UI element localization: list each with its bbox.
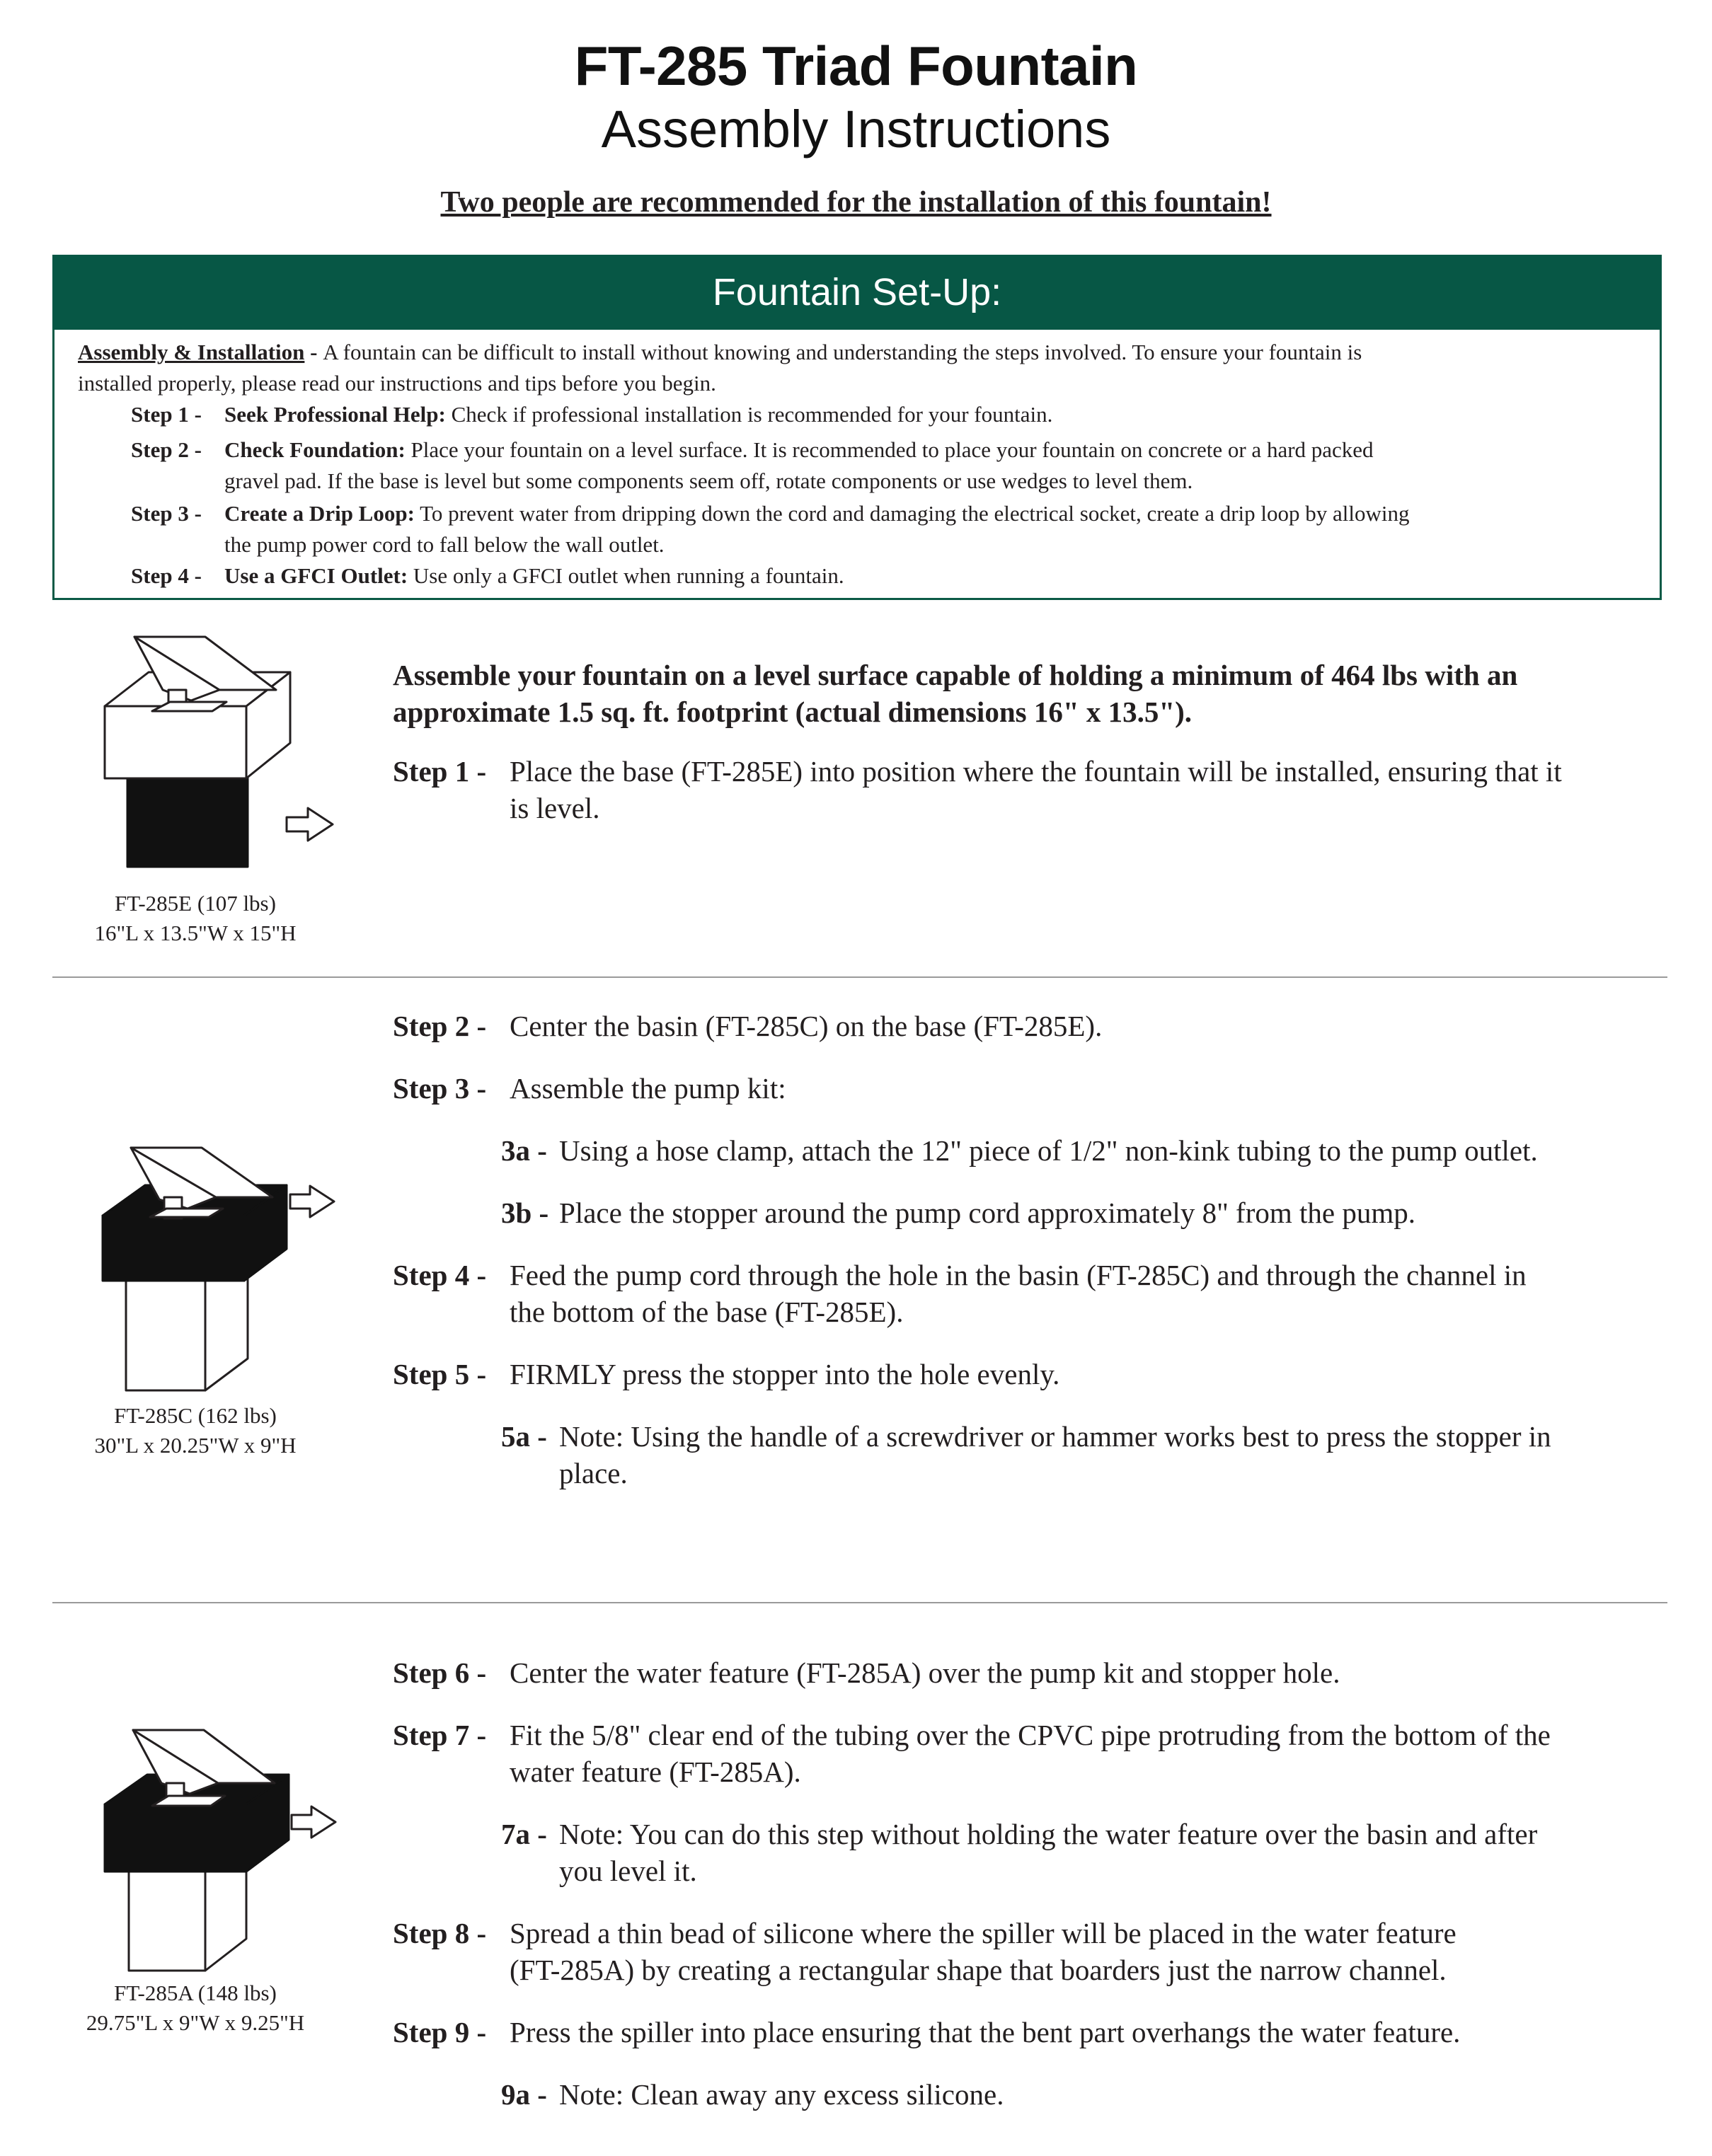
surface-requirement-line1: Assemble your fountain on a level surface capable of holding a minimum of 464 lbs with an: [393, 659, 1518, 691]
step-item: [393, 1915, 1667, 1986]
setup-tip-line1: Use only a GFCI outlet when running a fountain.: [408, 563, 844, 588]
installation-notice: Two people are recommended for the installation of this fountain!: [440, 186, 1272, 219]
substep-item: [501, 1418, 1669, 1489]
step-text-line1: Spread a thin bead of silicone where the spiller will be placed in the water feature: [510, 1917, 1457, 1949]
step-text-line1: Place the base (FT-285E) into position where the fountain will be installed, ensuring that it: [510, 755, 1562, 788]
setup-tip: [131, 560, 202, 592]
substep-label: 3b -: [501, 1197, 549, 1229]
step-text-line2: the bottom of the base (FT-285E).: [510, 1296, 904, 1328]
step-label: Step 2 -: [393, 1010, 487, 1042]
step-item: [393, 1356, 1667, 1393]
setup-tip-number: Step 1 -: [131, 402, 202, 427]
base-caption-weight: FT-285E (107 lbs): [115, 891, 276, 916]
basin-caption-dimensions: 30"L x 20.25"W x 9"H: [94, 1433, 297, 1458]
step-label: Step 7 -: [393, 1719, 487, 1751]
setup-tip-title: Seek Professional Help:: [224, 402, 446, 427]
setup-tip-text: [224, 399, 1654, 430]
setup-intro-dash: -: [304, 340, 323, 364]
setup-tip-text: [224, 560, 1654, 592]
step-text-line2: water feature (FT-285A).: [510, 1756, 801, 1788]
step-text-line1: Center the water feature (FT-285A) over the pump kit and stopper hole.: [510, 1656, 1340, 1689]
step-label: Step 6 -: [393, 1656, 487, 1689]
step-item: [393, 2014, 1667, 2051]
setup-tip-line1: To prevent water from dripping down the cord and damaging the electrical socket, create a drip loop by allowing: [414, 501, 1410, 526]
setup-tip-number: Step 4 -: [131, 563, 202, 588]
step-label: Step 8 -: [393, 1917, 487, 1949]
surface-requirement-line2: approximate 1.5 sq. ft. footprint (actual dimensions 16" x 13.5").: [393, 696, 1193, 728]
step-label: Step 5 -: [393, 1358, 487, 1390]
substep-item: [501, 1194, 1669, 1231]
basin-caption: [54, 1401, 337, 1460]
water-feature-illustration: [85, 1712, 347, 1974]
substep-label: 7a -: [501, 1818, 547, 1850]
setup-intro-label: Assembly & Installation: [78, 340, 305, 364]
step-item: [393, 753, 1667, 824]
setup-tip-line2: the pump power cord to fall below the wall outlet.: [224, 532, 665, 557]
step-item: [393, 1717, 1667, 1788]
step-text-line1: FIRMLY press the stopper into the hole evenly.: [510, 1358, 1060, 1390]
step-item: [393, 1654, 1667, 1691]
substep-text-line1: Place the stopper around the pump cord approximately 8" from the pump.: [559, 1197, 1415, 1229]
substep-label: 5a -: [501, 1420, 547, 1453]
base-caption: [54, 889, 337, 948]
step-text-line1: Center the basin (FT-285C) on the base (FT-285E).: [510, 1010, 1103, 1042]
step-text-line2: is level.: [510, 792, 600, 824]
substep-text-line1: Using a hose clamp, attach the 12" piece of 1/2" non-kink tubing to the pump outlet.: [559, 1134, 1538, 1167]
step-text-line1: Feed the pump cord through the hole in the basin (FT-285C) and through the channel in: [510, 1259, 1527, 1291]
basin-illustration: [85, 1132, 347, 1394]
setup-intro-line1: A fountain can be difficult to install without knowing and understanding the steps involved. To ensure your fountain is: [323, 340, 1362, 364]
setup-tip-title: Use a GFCI Outlet:: [224, 563, 408, 588]
step-label: Step 9 -: [393, 2016, 487, 2048]
setup-intro: [78, 337, 1649, 399]
step-text-line1: Fit the 5/8" clear end of the tubing over the CPVC pipe protruding from the bottom of the: [510, 1719, 1551, 1751]
step-label: Step 3 -: [393, 1072, 487, 1105]
step-item: [393, 1257, 1667, 1328]
setup-tip-title: Create a Drip Loop:: [224, 501, 415, 526]
base-illustration: [85, 623, 347, 877]
water-feature-caption: [54, 1978, 337, 2038]
section-divider: [52, 976, 1667, 978]
step-text-line1: Press the spiller into place ensuring that the bent part overhangs the water feature.: [510, 2016, 1461, 2048]
substep-text-line2: place.: [559, 1457, 628, 1489]
surface-requirement: [393, 657, 1667, 730]
setup-tip-number: Step 2 -: [131, 437, 202, 462]
water-feature-caption-dimensions: 29.75"L x 9"W x 9.25"H: [86, 2010, 305, 2035]
setup-tip: [131, 434, 202, 466]
substep-text-line1: Note: You can do this step without holding the water feature over the basin and after: [559, 1818, 1538, 1850]
step-text-line1: Assemble the pump kit:: [510, 1072, 786, 1105]
section-divider: [52, 1602, 1667, 1603]
setup-tip: [131, 399, 202, 430]
setup-tip-line1: Check if professional installation is recommended for your fountain.: [445, 402, 1053, 427]
setup-tip-text: [224, 498, 1654, 560]
substep-label: 9a -: [501, 2078, 547, 2111]
base-caption-dimensions: 16"L x 13.5"W x 15"H: [94, 921, 297, 945]
setup-tip-text: [224, 434, 1654, 497]
step-item: [393, 1008, 1667, 1044]
setup-tip-line1: Place your fountain on a level surface. It is recommended to place your fountain on concrete or a hard packed: [405, 437, 1374, 462]
substep-text-line1: Note: Using the handle of a screwdriver or hammer works best to press the stopper in: [559, 1420, 1551, 1453]
step-label: Step 4 -: [393, 1259, 487, 1291]
step-item: [393, 1070, 1667, 1107]
water-feature-caption-weight: FT-285A (148 lbs): [114, 1981, 277, 2005]
substep-label: 3a -: [501, 1134, 547, 1167]
document-subtitle: Assembly Instructions: [601, 100, 1111, 158]
substep-item: [501, 2076, 1669, 2113]
setup-tip-line2: gravel pad. If the base is level but some components seem off, rotate components or use wedges to level them.: [224, 468, 1193, 493]
setup-heading: Fountain Set-Up:: [52, 255, 1662, 330]
basin-caption-weight: FT-285C (162 lbs): [114, 1403, 277, 1428]
setup-tip-title: Check Foundation:: [224, 437, 406, 462]
setup-tip: [131, 498, 202, 529]
setup-tip-number: Step 3 -: [131, 501, 202, 526]
setup-intro-line2: installed properly, please read our instructions and tips before you begin.: [78, 371, 716, 396]
document-title: FT-285 Triad Fountain: [574, 35, 1138, 97]
substep-text-line2: you level it.: [559, 1855, 697, 1887]
substep-item: [501, 1816, 1669, 1887]
step-text-line2: (FT-285A) by creating a rectangular shape that boarders just the narrow channel.: [510, 1954, 1447, 1986]
substep-item: [501, 1132, 1669, 1169]
substep-text-line1: Note: Clean away any excess silicone.: [559, 2078, 1004, 2111]
step-label: Step 1 -: [393, 755, 487, 788]
